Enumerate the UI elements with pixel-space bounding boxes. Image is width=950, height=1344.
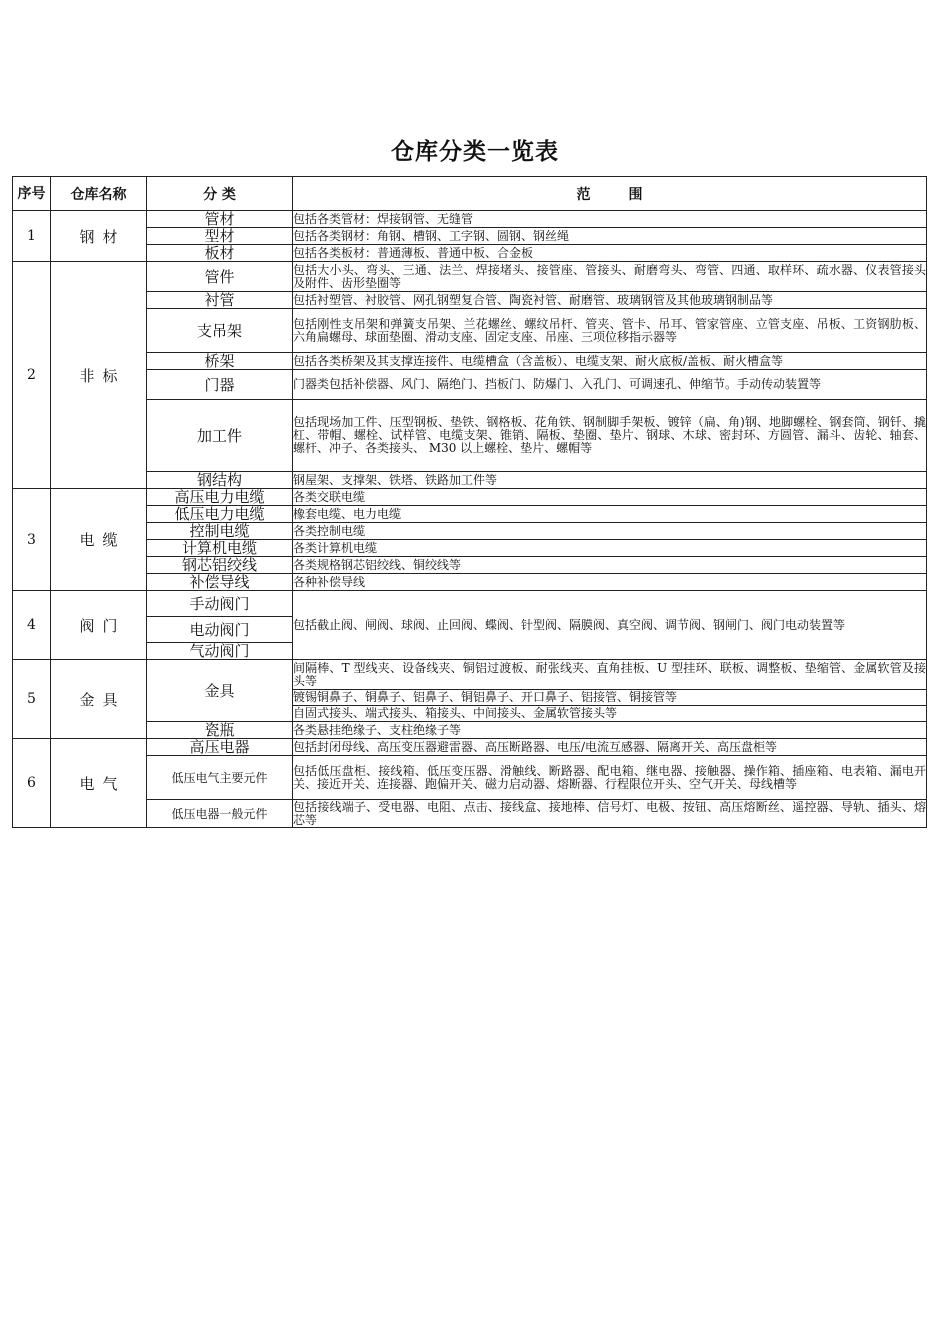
header-scope: 范围 [293,177,927,211]
range-cell: 各类计算机电缆 [293,540,927,557]
category-cell: 计算机电缆 [147,540,293,557]
range-cell: 包括各类板材：普通薄板、普通中板、合金板 [293,245,927,262]
range-cell: 包括现场加工件、压型钢板、垫铁、钢格板、花角铁、钢制脚手架板、镀锌（扁、角)钢、地脚螺栓、钢套筒、钢钎、撬杠、带帽、螺栓、试样管、电缆支架、锥销、隔板、垫圈、垫片、钢球、木球、密封环、方圆管、漏斗、齿轮、轴套、螺杆、冲子、各类接头、 M30 以上螺栓、垫片、螺帽等 [293,400,927,472]
table-row [13,739,927,756]
range-cell: 橡套电缆、电力电缆 [293,506,927,523]
table-row [13,309,927,353]
table-row [13,211,927,228]
category-cell: 钢芯铝绞线 [147,557,293,574]
category-cell: 门器 [147,370,293,400]
range-cell: 钢屋架、支撑架、铁塔、铁路加工件等 [293,472,927,489]
category-cell: 低压电气主要元件 [147,756,293,800]
header-seq: 序号 [13,177,51,211]
group-no: 3 [13,489,51,591]
table-row [13,245,927,262]
table-row [13,353,927,370]
table-row [13,574,927,591]
group-name: 钢材 [51,211,147,262]
group-name: 阀门 [51,591,147,660]
category-cell: 手动阀门 [147,591,293,617]
category-cell: 型材 [147,228,293,245]
category-cell: 金具 [147,660,293,722]
table-row [13,557,927,574]
header-name: 仓库名称 [51,177,147,211]
range-cell: 包括大小头、弯头、三通、法兰、焊接堵头、接管座、管接头、耐磨弯头、弯管、四通、取样环、疏水器、仪表管接头及附件、齿形垫圈等 [293,262,926,290]
category-cell: 加工件 [147,400,293,472]
category-cell: 气动阀门 [147,643,293,660]
category-cell: 控制电缆 [147,523,293,540]
group-name: 电缆 [51,489,147,591]
page-title: 仓库分类一览表 [391,139,559,165]
category-cell: 桥架 [147,353,293,370]
category-cell: 高压电器 [147,739,293,756]
range-cell: 自固式接头、端式接头、箱接头、中间接头、金属软管接头等 [293,706,927,722]
category-cell: 低压电力电缆 [147,506,293,523]
group-name: 电气 [51,739,147,828]
table-row [13,800,927,828]
range-cell: 镀锡铜鼻子、铜鼻子、铝鼻子、铜铝鼻子、开口鼻子、铝接管、铜接管等 [293,690,927,706]
group-no: 5 [13,660,51,739]
table-row [13,370,927,400]
table-row [13,756,927,800]
category-cell: 电动阀门 [147,617,293,643]
range-cell: 包括衬塑管、衬胶管、网孔钢塑复合管、陶瓷衬管、耐磨管、玻璃钢管及其他玻璃钢制品等 [293,292,927,309]
category-cell: 衬管 [147,292,293,309]
range-cell: 包括各类管材：焊接钢管、无缝管 [293,211,927,228]
table-row [13,523,927,540]
category-cell: 瓷瓶 [147,722,293,739]
range-cell: 各类悬挂绝缘子、支柱绝缘子等 [293,722,927,739]
group-no: 4 [13,591,51,660]
group-no: 6 [13,739,51,828]
table-row [13,292,927,309]
range-cell: 各类规格钢芯铝绞线、铜绞线等 [293,557,927,574]
range-cell: 包括接线端子、受电器、电阻、点击、接线盒、接地棒、信号灯、电极、按钮、高压熔断丝、遥控器、导轨、插头、熔芯等 [293,799,926,827]
table-row [13,262,927,292]
table-row [13,506,927,523]
range-cell: 各类控制电缆 [293,523,927,540]
table-row [13,400,927,472]
table-row [13,472,927,489]
table-row [13,228,927,245]
table-row [13,540,927,557]
category-cell: 钢结构 [147,472,293,489]
category-cell: 管材 [147,211,293,228]
group-no: 1 [13,211,51,262]
header-category: 分 类 [147,177,293,211]
range-cell: 包括低压盘柜、接线箱、低压变压器、滑触线、断路器、配电箱、继电器、接触器、操作箱、插座箱、电表箱、漏电开关、接近开关、连接器、跑偏开关、磁力启动器、熔断器、行程限位开头、空气开关、母线槽等 [293,756,927,800]
range-cell: 间隔棒、T 型线夹、设备线夹、铜铝过渡板、耐张线夹、直角挂板、U 型挂环、联板、调整板、垫缩管、金属软管及接头等 [293,660,926,688]
range-cell: 包括封闭母线、高压变压器避雷器、高压断路器、电压/电流互感器、隔离开关、高压盘柜等 [293,739,927,756]
range-cell: 各类交联电缆 [293,489,927,506]
category-cell: 高压电力电缆 [147,489,293,506]
group-name: 非标 [51,262,147,489]
warehouse-table [12,176,927,828]
range-cell: 门器类包括补偿器、风门、隔绝门、挡板门、防爆门、入孔门、可调速孔、伸缩节。手动传动装置等 [293,370,927,400]
category-cell: 低压电器一般元件 [147,800,293,828]
category-cell: 板材 [147,245,293,262]
range-cell: 包括刚性支吊架和弹簧支吊架、兰花螺丝、螺纹吊杆、管夹、管卡、吊耳、管家管座、立管支座、吊板、工资钢肋板、六角扁螺母、球面垫圈、滑动支座、固定支座、吊座、三项位移指示器等 [293,309,927,353]
table-row [13,489,927,506]
header-row [13,177,927,211]
table-row [13,591,927,617]
range-cell: 各种补偿导线 [293,574,927,591]
range-cell: 包括截止阀、闸阀、球阀、止回阀、蝶阀、针型阀、隔膜阀、真空阀、调节阀、钢闸门、阀门电动装置等 [293,591,927,660]
category-cell: 管件 [147,262,293,292]
category-cell: 支吊架 [147,309,293,353]
group-name: 金具 [51,660,147,739]
table-row [13,660,927,690]
category-cell: 补偿导线 [147,574,293,591]
table-row [13,722,927,739]
range-cell: 包括各类桥架及其支撑连接件、电缆槽盒（含盖板）、电缆支架、耐火底板/盖板、耐火槽盒等 [293,353,927,370]
range-cell: 包括各类钢材：角钢、槽钢、工字钢、圆钢、钢丝绳 [293,228,927,245]
group-no: 2 [13,262,51,489]
